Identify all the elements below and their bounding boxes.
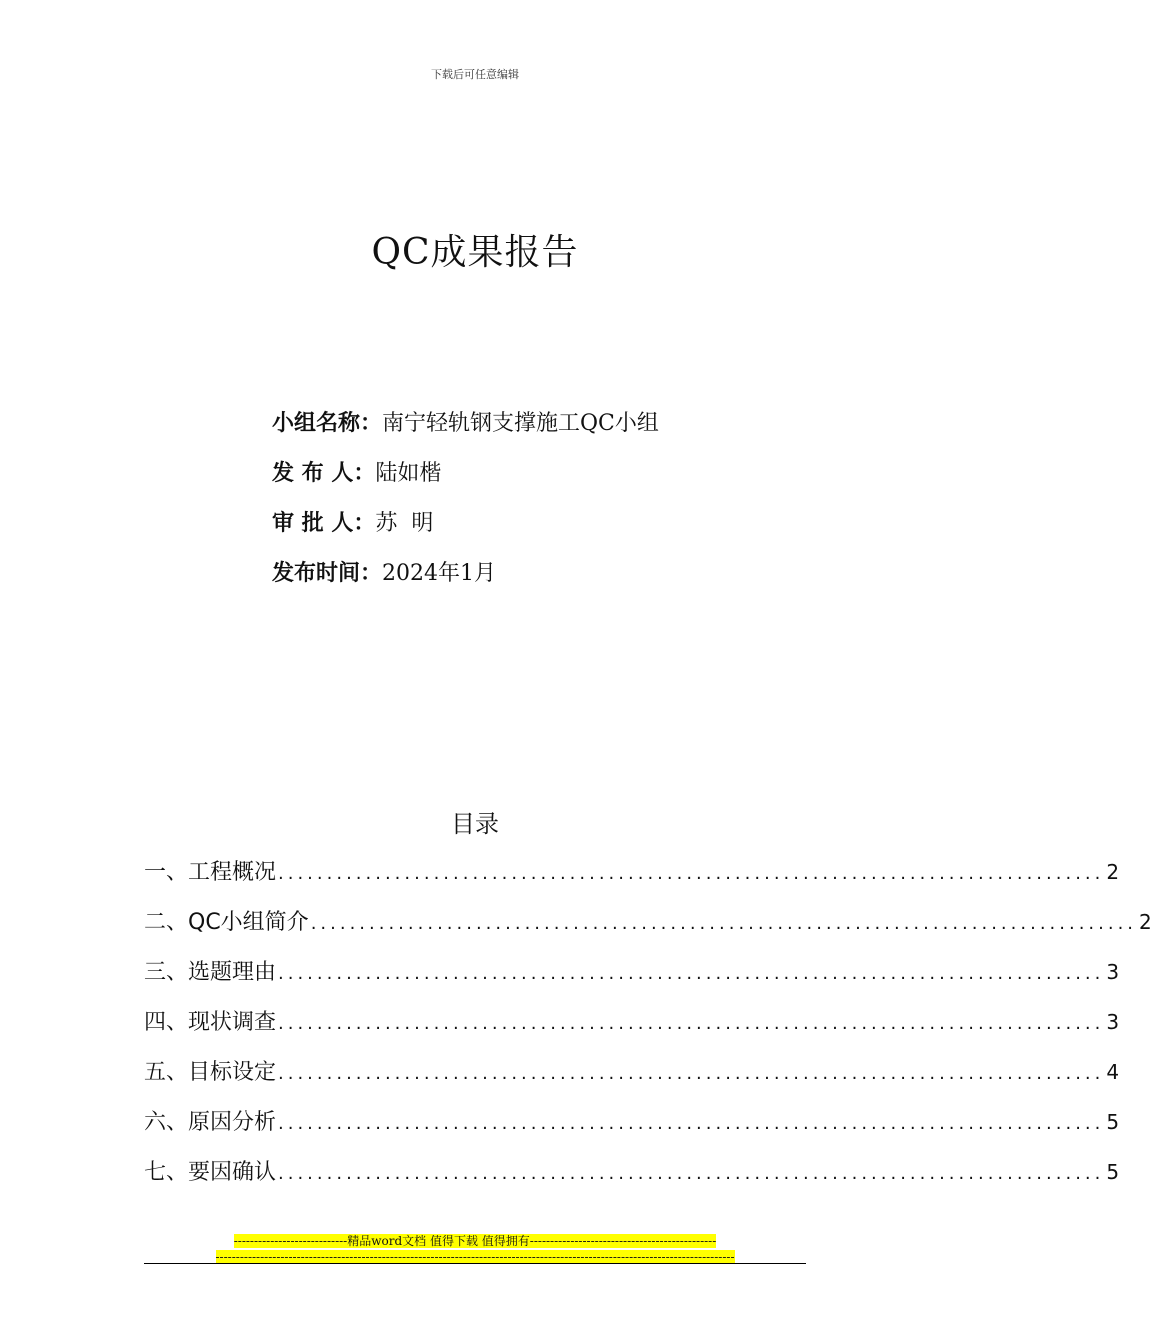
info-value: 苏 明 <box>375 511 434 536</box>
toc-leader-dots: ..................................................................................... <box>278 1063 1105 1084</box>
info-row-publisher <box>272 452 792 502</box>
info-value: 南宁轻轨钢支撑施工QC小组 <box>382 411 659 436</box>
info-value: 2024年1月 <box>382 561 497 586</box>
document-title: QC成果报告 <box>371 232 579 273</box>
info-label: 小组名称： <box>272 411 383 436</box>
info-row-approver <box>272 502 792 552</box>
info-label: 发 布 人： <box>272 461 376 486</box>
header-note: 下载后可任意编辑 <box>431 68 519 81</box>
toc-item[interactable] <box>144 1152 1120 1202</box>
toc-item-text: 二、QC小组简介 <box>144 910 309 935</box>
toc-item[interactable] <box>144 1102 1120 1152</box>
info-label: 发布时间： <box>272 561 383 586</box>
report-info-block <box>272 402 792 602</box>
info-row-group-name <box>272 402 792 452</box>
toc-item-text: 四、现状调查 <box>144 1010 277 1035</box>
toc-item-text: 一、工程概况 <box>144 860 277 885</box>
toc-item[interactable] <box>144 902 1152 952</box>
footer-rule <box>144 1263 806 1264</box>
toc-item[interactable] <box>144 1052 1120 1102</box>
toc-leader-dots: ..................................................................................... <box>278 863 1105 884</box>
toc-leader-dots: ..................................................................................... <box>278 1013 1105 1034</box>
toc-item-page: 3 <box>1106 1010 1120 1034</box>
toc-item-page: 5 <box>1106 1110 1120 1134</box>
toc-item-page: 2 <box>1139 910 1152 934</box>
toc-item-text: 六、原因分析 <box>144 1110 277 1135</box>
toc-item[interactable] <box>144 1002 1120 1052</box>
info-label: 审 批 人： <box>272 511 376 536</box>
toc-leader-dots: ..................................................................................... <box>310 913 1138 934</box>
toc-item-page: 2 <box>1106 860 1120 884</box>
toc-leader-dots: ..................................................................................... <box>278 1113 1105 1134</box>
toc-leader-dots: ..................................................................................... <box>278 963 1105 984</box>
footer-dash-text: -------------------------------------------------------------------------------------------------------------------------------- <box>215 1250 735 1264</box>
info-value: 陆如楷 <box>375 461 442 486</box>
info-row-publish-date <box>272 552 792 602</box>
toc-item-text: 三、选题理由 <box>144 960 277 985</box>
toc-item-page: 3 <box>1106 960 1120 984</box>
footer-banner-text: ----------------------------精品word文档 值得下载 值得拥有---------------------------------------------- <box>233 1234 717 1248</box>
toc-item-page: 4 <box>1106 1060 1120 1084</box>
toc-item[interactable] <box>144 952 1120 1002</box>
toc-item-text: 五、目标设定 <box>144 1060 277 1085</box>
toc-item[interactable] <box>144 852 1120 902</box>
toc-item-text: 七、要因确认 <box>144 1160 277 1185</box>
table-of-contents <box>144 852 1152 1202</box>
toc-leader-dots: ..................................................................................... <box>278 1163 1105 1184</box>
toc-title: 目录 <box>451 810 499 838</box>
toc-item-page: 5 <box>1106 1160 1120 1184</box>
